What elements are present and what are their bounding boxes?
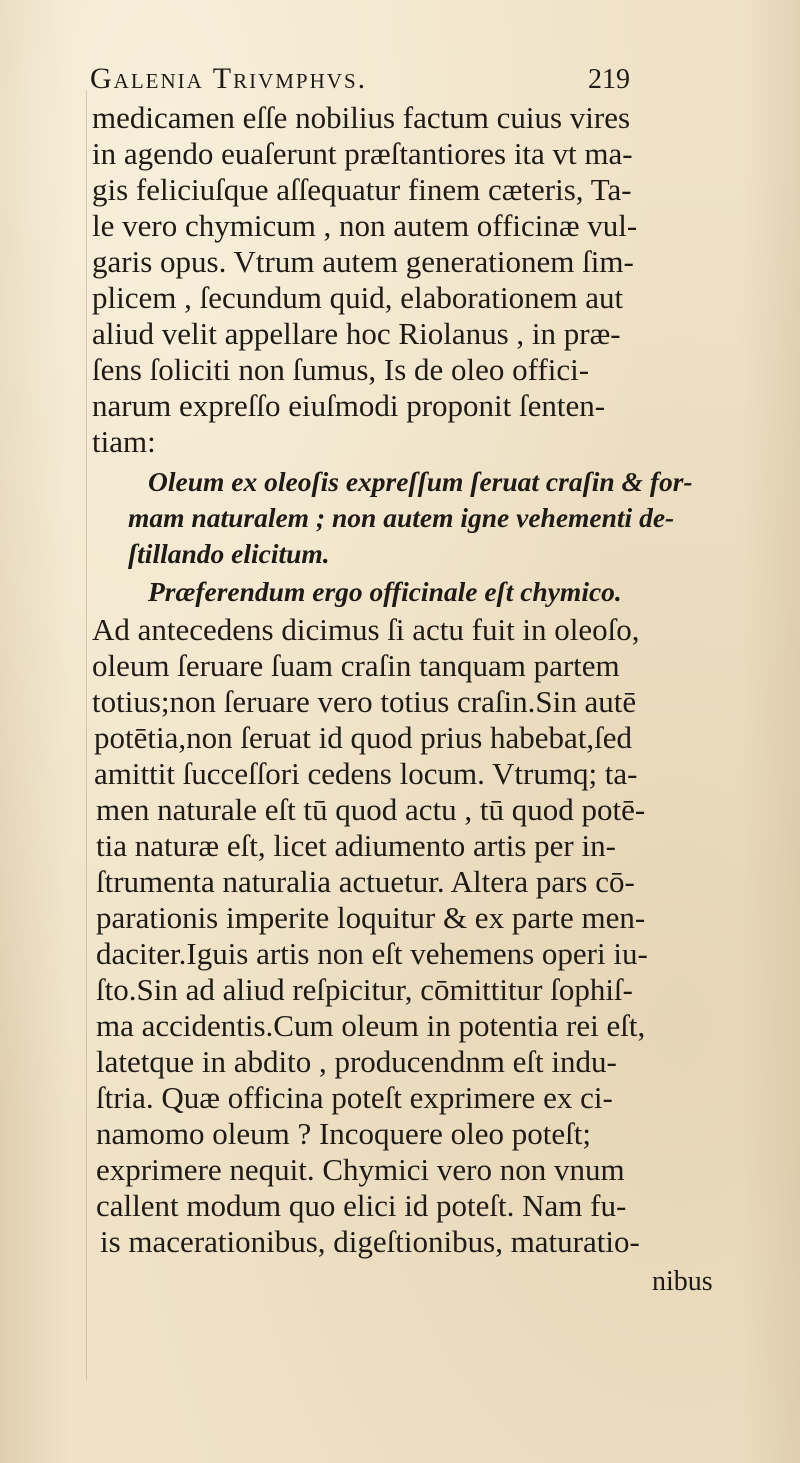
conclusion-line: Præferendum ergo officinale eſt chymico. — [148, 576, 622, 607]
text-line: amittit ſucceſſori cedens locum. Vtrumq; ta- — [94, 756, 638, 791]
text-line: men naturale eſt tū quod actu , tū quod potē- — [96, 792, 646, 827]
text-line: latetque in abdito , producendnm eſt indu- — [96, 1044, 617, 1079]
text-line: ſens ſoliciti non ſumus, Is de oleo offici- — [92, 352, 590, 387]
text-line: tia naturæ eſt, licet adiumento artis per in- — [96, 828, 616, 863]
text-line: parationis imperite loquitur & ex parte men- — [96, 900, 646, 935]
quoted-text-line: mam naturalem ; non autem igne vehementi de- — [128, 502, 675, 533]
text-line: garis opus. Vtrum autem generationem ſim- — [92, 244, 634, 279]
text-line: callent modum quo elici id poteſt. Nam fu- — [96, 1188, 627, 1223]
text-line: ſtria. Quæ officina poteſt exprimere ex ci- — [96, 1080, 613, 1115]
text-line: ma accidentis.Cum oleum in potentia rei eſt, — [96, 1008, 646, 1043]
text-line: plicem , ſecundum quid, elaborationem aut — [92, 280, 624, 315]
text-line: le vero chymicum , non autem officinæ vul- — [92, 208, 638, 243]
text-line: oleum ſeruare ſuam craſin tanquam partem — [92, 648, 620, 683]
text-line: narum expreſſo eiuſmodi proponit ſenten- — [92, 388, 606, 423]
text-line: exprimere nequit. Chymici vero non vnum — [96, 1152, 625, 1187]
text-line: potētia,non ſeruat id quod prius habebat,ſed — [94, 720, 633, 755]
text-line: tiam: — [92, 424, 156, 459]
text-line: is macerationibus, digeſtionibus, maturatio- — [100, 1224, 640, 1259]
text-line: in agendo euaſerunt præſtantiores ita vt ma- — [92, 136, 633, 171]
text-line: namomo oleum ? Incoquere oleo poteſt; — [96, 1116, 591, 1151]
page-header — [90, 62, 630, 98]
text-line: Ad antecedens dicimus ſi actu fuit in oleoſo, — [92, 612, 640, 647]
running-title: Galenia Trivmphvs. — [90, 62, 368, 95]
text-line: ſtrumenta naturalia actuetur. Altera pars cō- — [96, 864, 635, 899]
text-line: daciter.Iguis artis non eſt vehemens operi iu- — [96, 936, 648, 971]
catchword: nibus — [652, 1266, 713, 1297]
quoted-text-line: Oleum ex oleoſis expreſſum ſeruat craſin & for- — [148, 466, 693, 497]
text-line: aliud velit appellare hoc Riolanus , in præ- — [92, 316, 621, 351]
text-line: medicamen eſſe nobilius factum cuius vires — [92, 100, 631, 135]
text-line: ſto.Sin ad aliud reſpicitur, cōmittitur ſophiſ- — [96, 972, 633, 1007]
text-line: gis feliciuſque aſſequatur finem cæteris, Ta- — [92, 172, 632, 207]
quoted-text-line: ſtillando elicitum. — [128, 538, 330, 569]
page-number: 219 — [588, 64, 630, 95]
text-line: totius;non ſeruare vero totius craſin.Sin autē — [92, 684, 637, 719]
page-gutter-shadow — [86, 90, 87, 1380]
